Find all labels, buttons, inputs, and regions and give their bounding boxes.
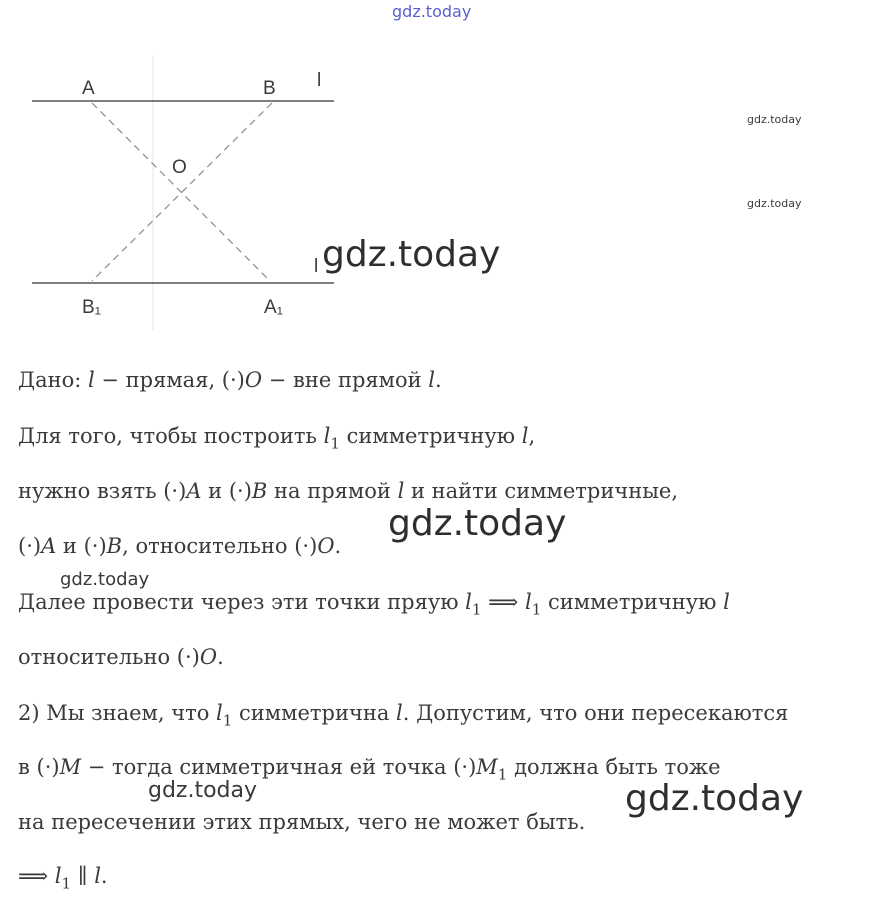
text-run: и (·) — [201, 479, 252, 503]
text-run: симметричную — [541, 590, 724, 614]
text-run: симметрична — [232, 701, 397, 725]
math-var: l — [396, 701, 403, 725]
text-line-given — [18, 368, 442, 392]
text-run: 2) Мы знаем, что — [18, 701, 217, 725]
implies-symbol: ⟹ — [481, 590, 525, 614]
text-line-4 — [18, 534, 341, 558]
math-var: l — [323, 424, 331, 448]
subscript: 1 — [531, 600, 542, 619]
text-run: Дано: — [18, 368, 88, 392]
text-run: и найти симметричные, — [404, 479, 679, 503]
text-run: . — [217, 645, 224, 669]
math-var: l — [723, 590, 730, 614]
math-var: l — [216, 701, 223, 725]
text-run: , относительно (·) — [122, 534, 318, 558]
text-line-9 — [18, 810, 585, 834]
text-run: . — [100, 864, 108, 888]
math-var: B — [106, 534, 123, 558]
text-run: . — [334, 534, 342, 558]
label-a: A — [82, 78, 95, 99]
text-line-conclusion — [18, 864, 108, 892]
math-var: O — [199, 645, 218, 669]
dashed-line-a-a1 — [92, 103, 270, 281]
math-var: l — [524, 590, 532, 614]
subscript: 1 — [222, 711, 233, 730]
label-l1: l — [314, 256, 319, 277]
text-run: симметричную — [339, 424, 522, 448]
symmetry-diagram — [0, 0, 869, 340]
text-run: − тогда симметричная ей точка (·) — [81, 755, 477, 779]
text-run: − прямая, (·) — [94, 368, 245, 392]
watermark-medium: gdz.today — [148, 778, 258, 803]
math-var: M — [476, 755, 498, 779]
text-run: , — [528, 424, 536, 448]
parallel-symbol: ∥ — [71, 864, 95, 888]
subscript: 1 — [497, 765, 508, 784]
watermark-large: gdz.today — [388, 503, 567, 544]
math-var: l — [428, 368, 436, 392]
math-var: l — [94, 864, 101, 888]
text-line-3 — [18, 479, 678, 503]
math-var: A — [41, 534, 57, 558]
subscript: 1 — [471, 600, 482, 619]
math-var: l — [521, 424, 529, 448]
subscript: 1 — [61, 874, 72, 893]
math-var: l — [465, 590, 472, 614]
text-line-7 — [18, 701, 788, 729]
subscript: 1 — [330, 434, 340, 453]
math-var: O — [317, 534, 335, 558]
label-b1: B₁ — [82, 297, 102, 318]
text-run: − вне прямой — [262, 368, 429, 392]
math-var: M — [59, 755, 82, 779]
label-l: l — [317, 70, 322, 91]
text-run: нужно взять (·) — [18, 479, 187, 503]
text-run: Для того, чтобы построить — [18, 424, 324, 448]
watermark-large: gdz.today — [625, 778, 804, 819]
watermark-large: gdz.today — [322, 234, 501, 275]
watermark-small: gdz.today — [747, 113, 802, 126]
math-var: O — [244, 368, 263, 392]
text-run: на пересечении этих прямых, чего не может быть. — [18, 810, 586, 834]
text-run: (·) — [18, 534, 42, 558]
watermark-small: gdz.today — [747, 197, 802, 210]
label-o: O — [172, 157, 187, 178]
text-run: и (·) — [56, 534, 107, 558]
text-run: Далее провести через эти точки пряую — [18, 590, 466, 614]
watermark-top: gdz.today — [392, 2, 472, 21]
text-run: должна быть тоже — [507, 755, 721, 779]
math-var: l — [54, 864, 62, 888]
text-line-2 — [18, 424, 535, 452]
label-a1: A₁ — [264, 297, 284, 318]
math-var: B — [251, 479, 268, 503]
watermark-medium: gdz.today — [60, 569, 150, 590]
math-var: l — [87, 368, 95, 392]
math-var: A — [186, 479, 202, 503]
text-run: на прямой — [267, 479, 398, 503]
text-run: относительно (·) — [18, 645, 200, 669]
text-run: . Допустим, что они пересекаются — [402, 701, 789, 725]
text-run: . — [435, 368, 442, 392]
implies-symbol: ⟹ — [18, 864, 55, 888]
label-b: B — [263, 78, 276, 99]
text-run: в (·) — [18, 755, 60, 779]
text-line-8 — [18, 755, 721, 783]
text-line-6 — [18, 645, 224, 669]
text-line-5 — [18, 590, 730, 618]
math-var: l — [397, 479, 405, 503]
